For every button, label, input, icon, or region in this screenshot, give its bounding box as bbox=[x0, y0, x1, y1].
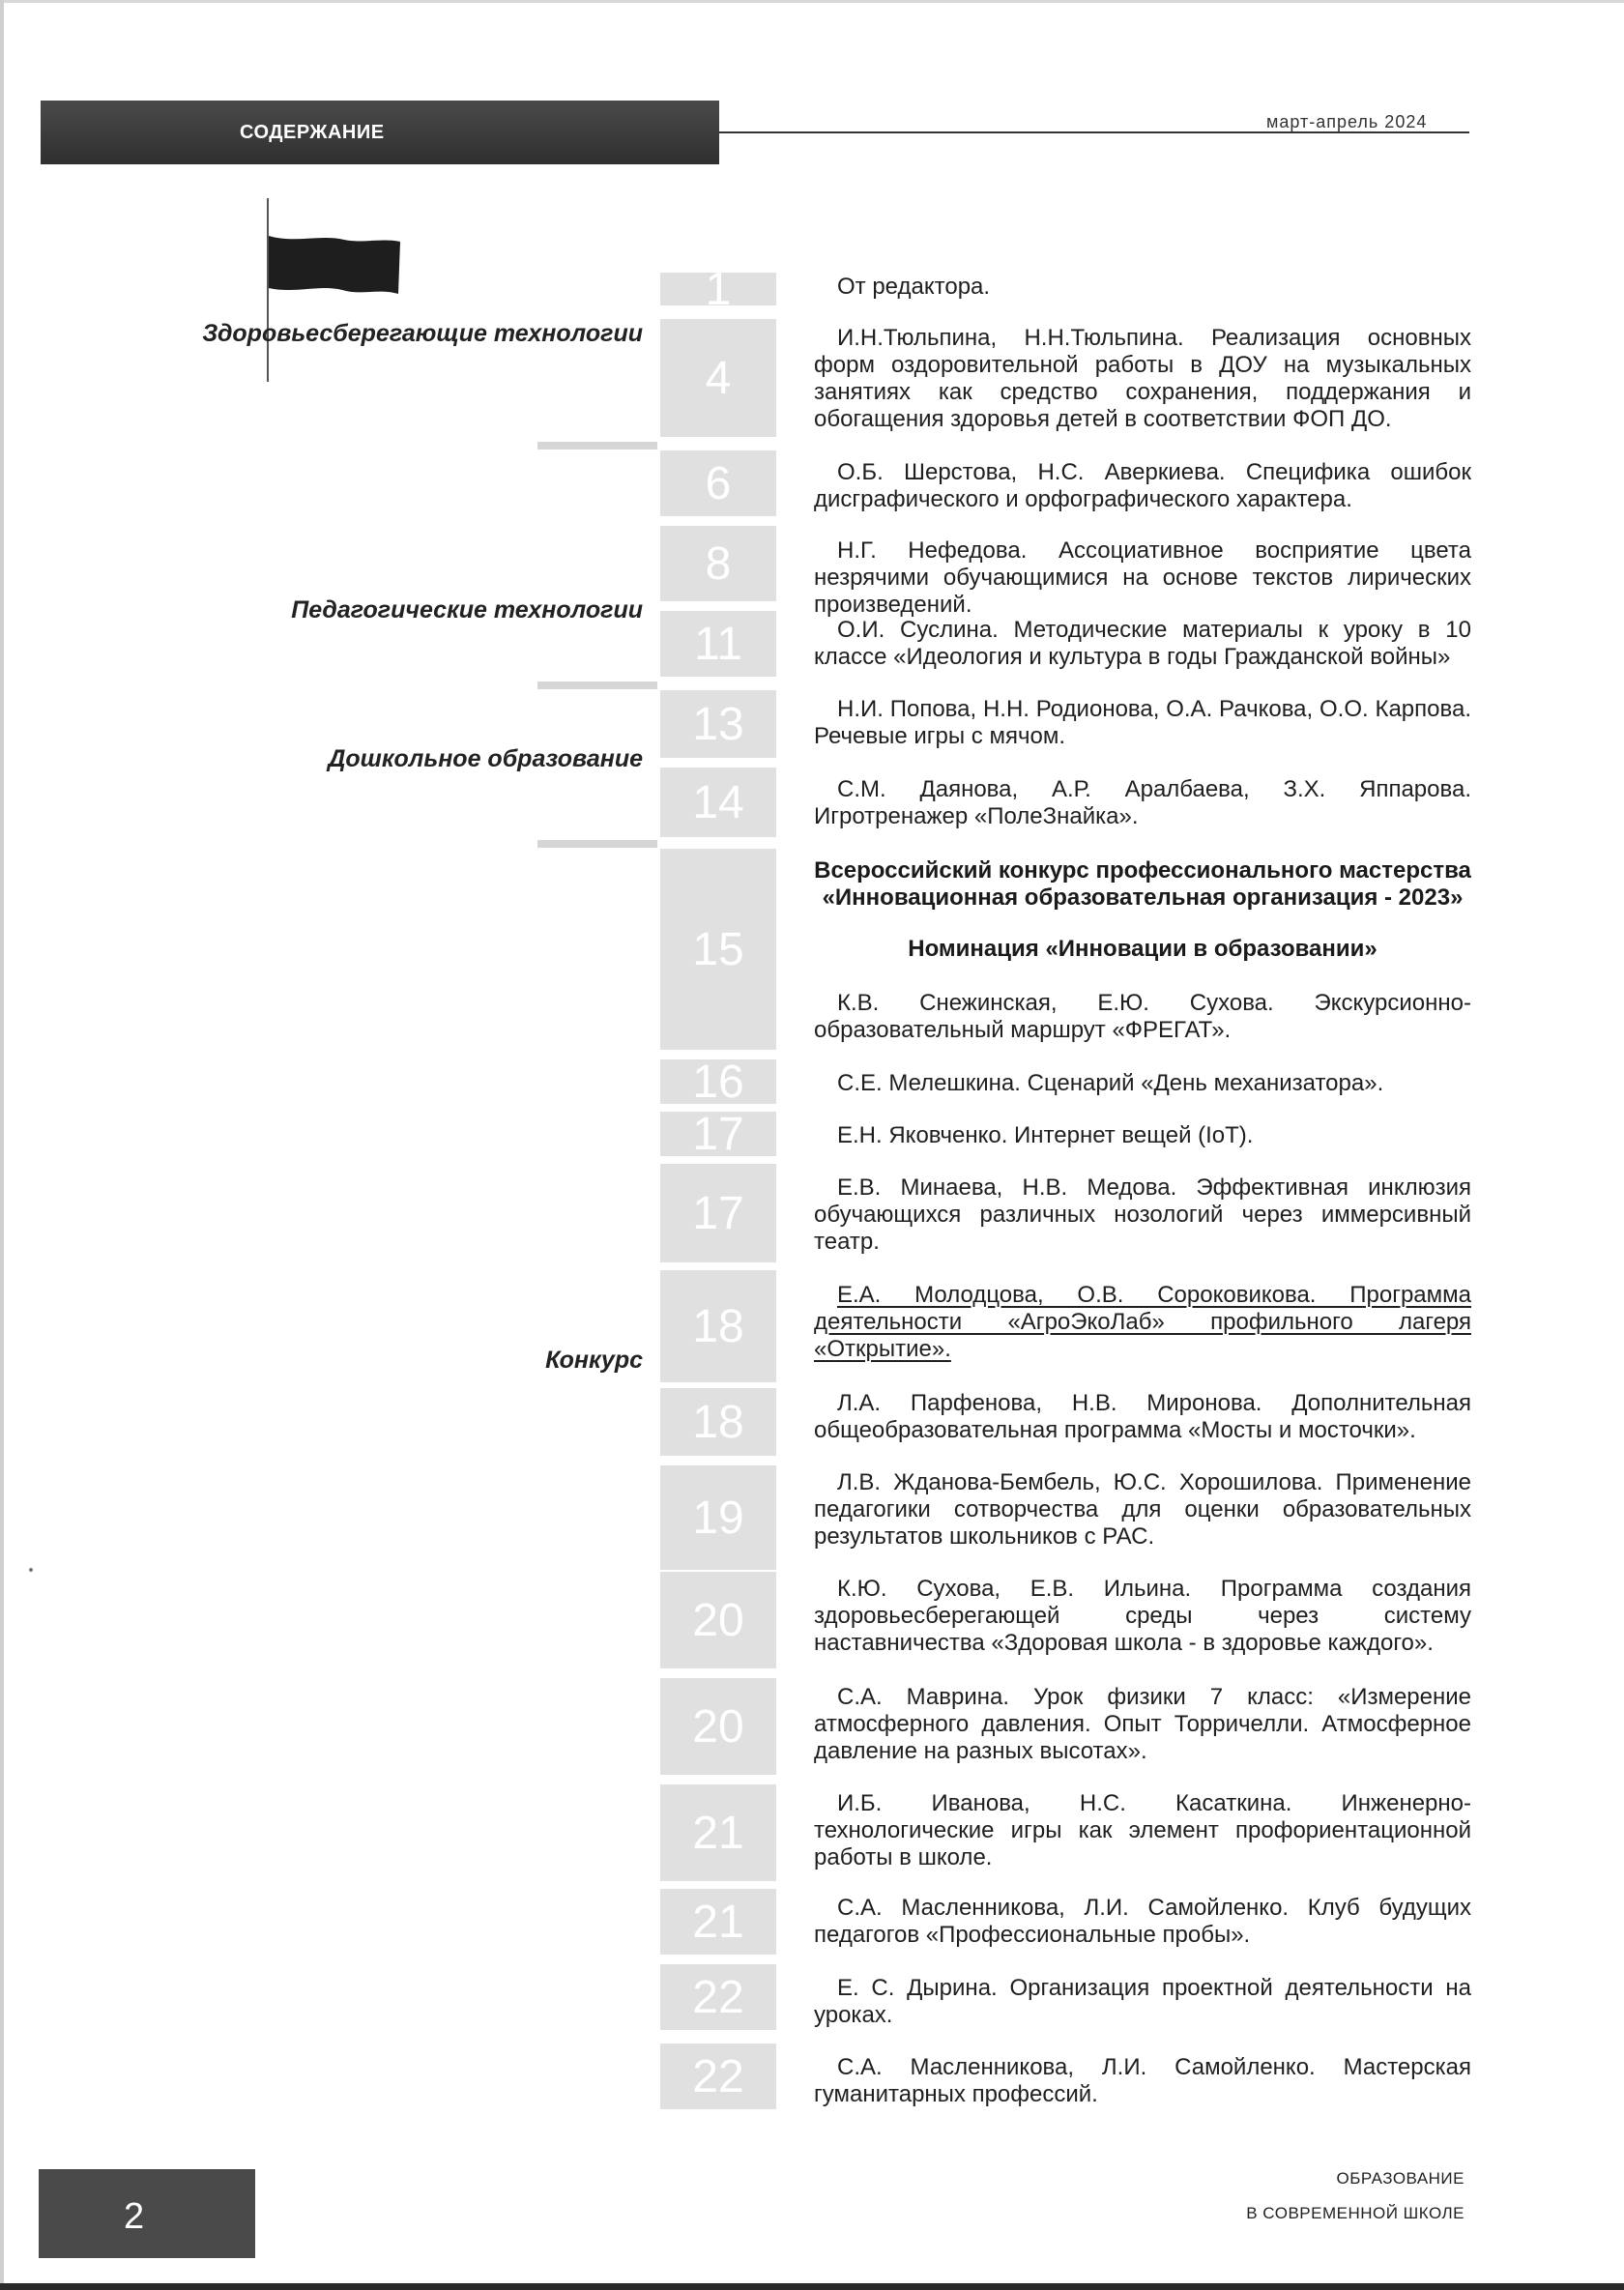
page-number-box: 16 bbox=[660, 1059, 776, 1104]
section-label-health: Здоровьесберегающие технологии bbox=[202, 320, 643, 347]
section-separator bbox=[537, 681, 657, 689]
toc-entry: Л.В. Жданова-Бембель, Ю.С. Хорошилова. Применение педагогики сотворчества для оценки образовательных результатов школьников с РАС. bbox=[814, 1469, 1471, 1550]
page-number-box: 11 bbox=[660, 611, 776, 677]
journal-name-line1: ОБРАЗОВАНИЕ bbox=[1336, 2169, 1464, 2188]
toc-entry: Л.А. Парфенова, Н.В. Миронова. Дополнительная общеобразовательная программа «Мосты и мосточки». bbox=[814, 1390, 1471, 1443]
toc-entry: О.Б. Шерстова, Н.С. Аверкиева. Специфика ошибок дисграфического и орфографического характера. bbox=[814, 459, 1471, 512]
page-number-box: 18 bbox=[660, 1270, 776, 1382]
toc-entry: О.И. Суслина. Методические материалы к уроку в 10 классе «Идеология и культура в годы Гражданской войны» bbox=[814, 617, 1471, 670]
contest-heading: Всероссийский конкурс профессионального мастерства «Инновационная образовательная организация - 2023» bbox=[814, 857, 1471, 911]
toc-entry: С.М. Даянова, А.Р. Аралбаева, З.Х. Яппарова. Игротренажер «ПолеЗнайка». bbox=[814, 776, 1471, 829]
page-number-box: 6 bbox=[660, 450, 776, 516]
toc-entry: С.А. Маврина. Урок физики 7 класс: «Измерение атмосферного давления. Опыт Торричелли. Атмосферное давление на разных высотах». bbox=[814, 1684, 1471, 1764]
toc-entry-underlined: Е.А. Молодцова, О.В. Сороковикова. Программа деятельности «АгроЭкоЛаб» профильного лагеря «Открытие». bbox=[814, 1282, 1471, 1362]
page-number-box: 20 bbox=[660, 1572, 776, 1668]
page-number-box: 13 bbox=[660, 690, 776, 758]
contest-nomination: Номинация «Инновации в образовании» bbox=[908, 936, 1378, 962]
toc-entry: И.Б. Иванова, Н.С. Касаткина. Инженерно-технологические игры как элемент профориентационной работы в школе. bbox=[814, 1790, 1471, 1870]
section-separator bbox=[537, 442, 657, 449]
toc-entry: Е. С. Дырина. Организация проектной деятельности на уроках. bbox=[814, 1975, 1471, 2028]
flag-icon bbox=[267, 234, 402, 298]
page-number-box: 22 bbox=[660, 2044, 776, 2109]
page-number-box: 21 bbox=[660, 1889, 776, 1955]
page-number-box: 4 bbox=[660, 319, 776, 437]
toc-entry: С.Е. Мелешкина. Сценарий «День механизатора». bbox=[837, 1070, 1384, 1096]
journal-name-line2: В СОВРЕМЕННОЙ ШКОЛЕ bbox=[1246, 2204, 1464, 2222]
section-label-contest: Конкурс bbox=[545, 1347, 643, 1374]
toc-entry: Н.И. Попова, Н.Н. Родионова, О.А. Рачкова, О.О. Карпова. Речевые игры с мячом. bbox=[814, 696, 1471, 749]
page-number: 2 bbox=[124, 2196, 145, 2237]
page-number-box: 18 bbox=[660, 1388, 776, 1456]
section-separator bbox=[537, 840, 657, 848]
page-title: СОДЕРЖАНИЕ bbox=[240, 122, 385, 143]
scan-speck bbox=[29, 1568, 33, 1572]
page-number-box: 22 bbox=[660, 1964, 776, 2030]
footer-page-box bbox=[39, 2169, 255, 2258]
page-number-box: 8 bbox=[660, 526, 776, 601]
page-number-box: 20 bbox=[660, 1678, 776, 1775]
page-number-box: 17 bbox=[660, 1112, 776, 1156]
toc-entry: Е.В. Минаева, Н.В. Медова. Эффективная инклюзия обучающихся различных нозологий через иммерсивный театр. bbox=[814, 1174, 1471, 1255]
scan-edge-top bbox=[0, 0, 1624, 3]
page-number-box: 15 bbox=[660, 849, 776, 1050]
toc-entry: К.Ю. Сухова, Е.В. Ильина. Программа создания здоровьесберегающей среды через систему наставничества «Здоровая школа - в здоровье каждого». bbox=[814, 1576, 1471, 1656]
issue-date: март-апрель 2024 bbox=[1266, 112, 1428, 131]
toc-entry: К.В. Снежинская, Е.Ю. Сухова. Экскурсионно-образовательный маршрут «ФРЕГАТ». bbox=[814, 990, 1471, 1043]
page-number-box: 1 bbox=[660, 273, 776, 305]
toc-entry: С.А. Масленникова, Л.И. Самойленко. Клуб будущих педагогов «Профессиональные пробы». bbox=[814, 1895, 1471, 1948]
toc-entry: И.Н.Тюльпина, Н.Н.Тюльпина. Реализация основных форм оздоровительной работы в ДОУ на музыкальных занятиях как средство сохранения, поддержания и обогащения здоровья детей в соответствии ФОП ДО. bbox=[814, 325, 1471, 432]
page-number-box: 17 bbox=[660, 1164, 776, 1262]
scan-edge-left bbox=[0, 0, 4, 2290]
page-number-box: 14 bbox=[660, 768, 776, 837]
scan-edge-bottom bbox=[0, 2283, 1624, 2290]
page-number-box: 19 bbox=[660, 1465, 776, 1570]
section-label-preschool: Дошкольное образование bbox=[328, 745, 643, 772]
toc-entry: Н.Г. Нефедова. Ассоциативное восприятие цвета незрячими обучающимися на основе текстов лирических произведений. bbox=[814, 537, 1471, 618]
toc-entry: Е.Н. Яковченко. Интернет вещей (IoT). bbox=[837, 1122, 1254, 1148]
page-number-box: 21 bbox=[660, 1784, 776, 1881]
toc-entry: От редактора. bbox=[837, 274, 991, 300]
toc-entry: С.А. Масленникова, Л.И. Самойленко. Мастерская гуманитарных профессий. bbox=[814, 2054, 1471, 2107]
section-label-pedagogy: Педагогические технологии bbox=[291, 596, 643, 623]
